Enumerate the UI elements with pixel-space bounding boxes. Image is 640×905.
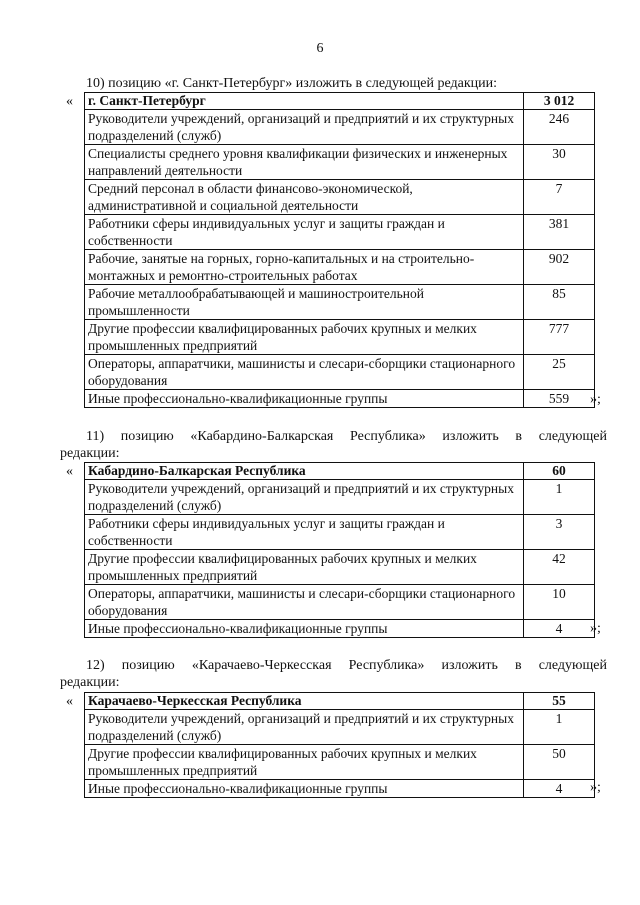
group-value: 1 (524, 710, 595, 745)
section-intro: 10) позицию «г. Санкт-Петербург» изложить в следующей редакции: (86, 76, 497, 91)
table-row (85, 710, 595, 745)
page-number: 6 (316, 41, 324, 56)
group-name: Иные профессионально-квалификационные группы (85, 780, 524, 798)
table-header-row (85, 93, 595, 110)
table-row (85, 285, 595, 320)
section-intro: 12) позицию «Карачаево-Черкесская Республика» изложить в следующей (86, 658, 607, 673)
group-value: 50 (524, 745, 595, 780)
group-value: 25 (524, 355, 595, 390)
table-row (85, 320, 595, 355)
group-name: Специалисты среднего уровня квалификации физических и инженерных направлений деятельности (85, 145, 524, 180)
closing-quote: »; (590, 780, 601, 795)
region-name: г. Санкт-Петербург (85, 93, 524, 110)
table-row (85, 145, 595, 180)
group-value: 777 (524, 320, 595, 355)
group-value: 30 (524, 145, 595, 180)
group-value: 902 (524, 250, 595, 285)
table-row (85, 480, 595, 515)
table-row (85, 215, 595, 250)
table-row (85, 355, 595, 390)
region-total: 55 (524, 693, 595, 710)
group-name: Средний персонал в области финансово-экономической, административной и социальной деятельности (85, 180, 524, 215)
table-row (85, 550, 595, 585)
group-value: 10 (524, 585, 595, 620)
region-table (84, 692, 595, 798)
table-row (85, 585, 595, 620)
group-value: 3 (524, 515, 595, 550)
group-name: Руководители учреждений, организаций и предприятий и их структурных подразделений (служб) (85, 710, 524, 745)
table-row (85, 180, 595, 215)
group-name: Другие профессии квалифицированных рабочих крупных и мелких промышленных предприятий (85, 745, 524, 780)
closing-quote: »; (590, 392, 601, 407)
group-name: Иные профессионально-квалификационные группы (85, 390, 524, 408)
table-header-row (85, 693, 595, 710)
group-name: Рабочие металлообрабатывающей и машиностроительной промышленности (85, 285, 524, 320)
group-name: Операторы, аппаратчики, машинисты и слесари-сборщики стационарного оборудования (85, 355, 524, 390)
group-value: 4 (524, 620, 595, 638)
group-value: 42 (524, 550, 595, 585)
group-value: 381 (524, 215, 595, 250)
table-row (85, 515, 595, 550)
table-row (85, 110, 595, 145)
group-name: Другие профессии квалифицированных рабочих крупных и мелких промышленных предприятий (85, 550, 524, 585)
region-name: Карачаево-Черкесская Республика (85, 693, 524, 710)
region-table (84, 92, 595, 408)
table-row (85, 250, 595, 285)
table-header-row (85, 463, 595, 480)
group-name: Рабочие, занятые на горных, горно-капитальных и на строительно-монтажных и ремонтно-строительных работах (85, 250, 524, 285)
group-value: 246 (524, 110, 595, 145)
closing-quote: »; (590, 621, 601, 636)
group-name: Операторы, аппаратчики, машинисты и слесари-сборщики стационарного оборудования (85, 585, 524, 620)
group-value: 1 (524, 480, 595, 515)
group-name: Руководители учреждений, организаций и предприятий и их структурных подразделений (служб) (85, 480, 524, 515)
section-intro-continuation: редакции: (60, 675, 120, 690)
group-name: Работники сферы индивидуальных услуг и защиты граждан и собственности (85, 215, 524, 250)
group-name: Работники сферы индивидуальных услуг и защиты граждан и собственности (85, 515, 524, 550)
group-name: Руководители учреждений, организаций и предприятий и их структурных подразделений (служб) (85, 110, 524, 145)
group-name: Иные профессионально-квалификационные группы (85, 620, 524, 638)
region-total: 3 012 (524, 93, 595, 110)
region-table (84, 462, 595, 638)
group-value: 85 (524, 285, 595, 320)
region-name: Кабардино-Балкарская Республика (85, 463, 524, 480)
group-value: 559 (524, 390, 595, 408)
section-intro-continuation: редакции: (60, 446, 120, 461)
opening-quote: « (66, 464, 73, 479)
section-intro: 11) позицию «Кабардино-Балкарская Республика» изложить в следующей (86, 429, 607, 444)
table-row (85, 390, 595, 408)
group-value: 4 (524, 780, 595, 798)
table-row (85, 780, 595, 798)
region-total: 60 (524, 463, 595, 480)
opening-quote: « (66, 94, 73, 109)
group-name: Другие профессии квалифицированных рабочих крупных и мелких промышленных предприятий (85, 320, 524, 355)
opening-quote: « (66, 694, 73, 709)
group-value: 7 (524, 180, 595, 215)
table-row (85, 620, 595, 638)
table-row (85, 745, 595, 780)
